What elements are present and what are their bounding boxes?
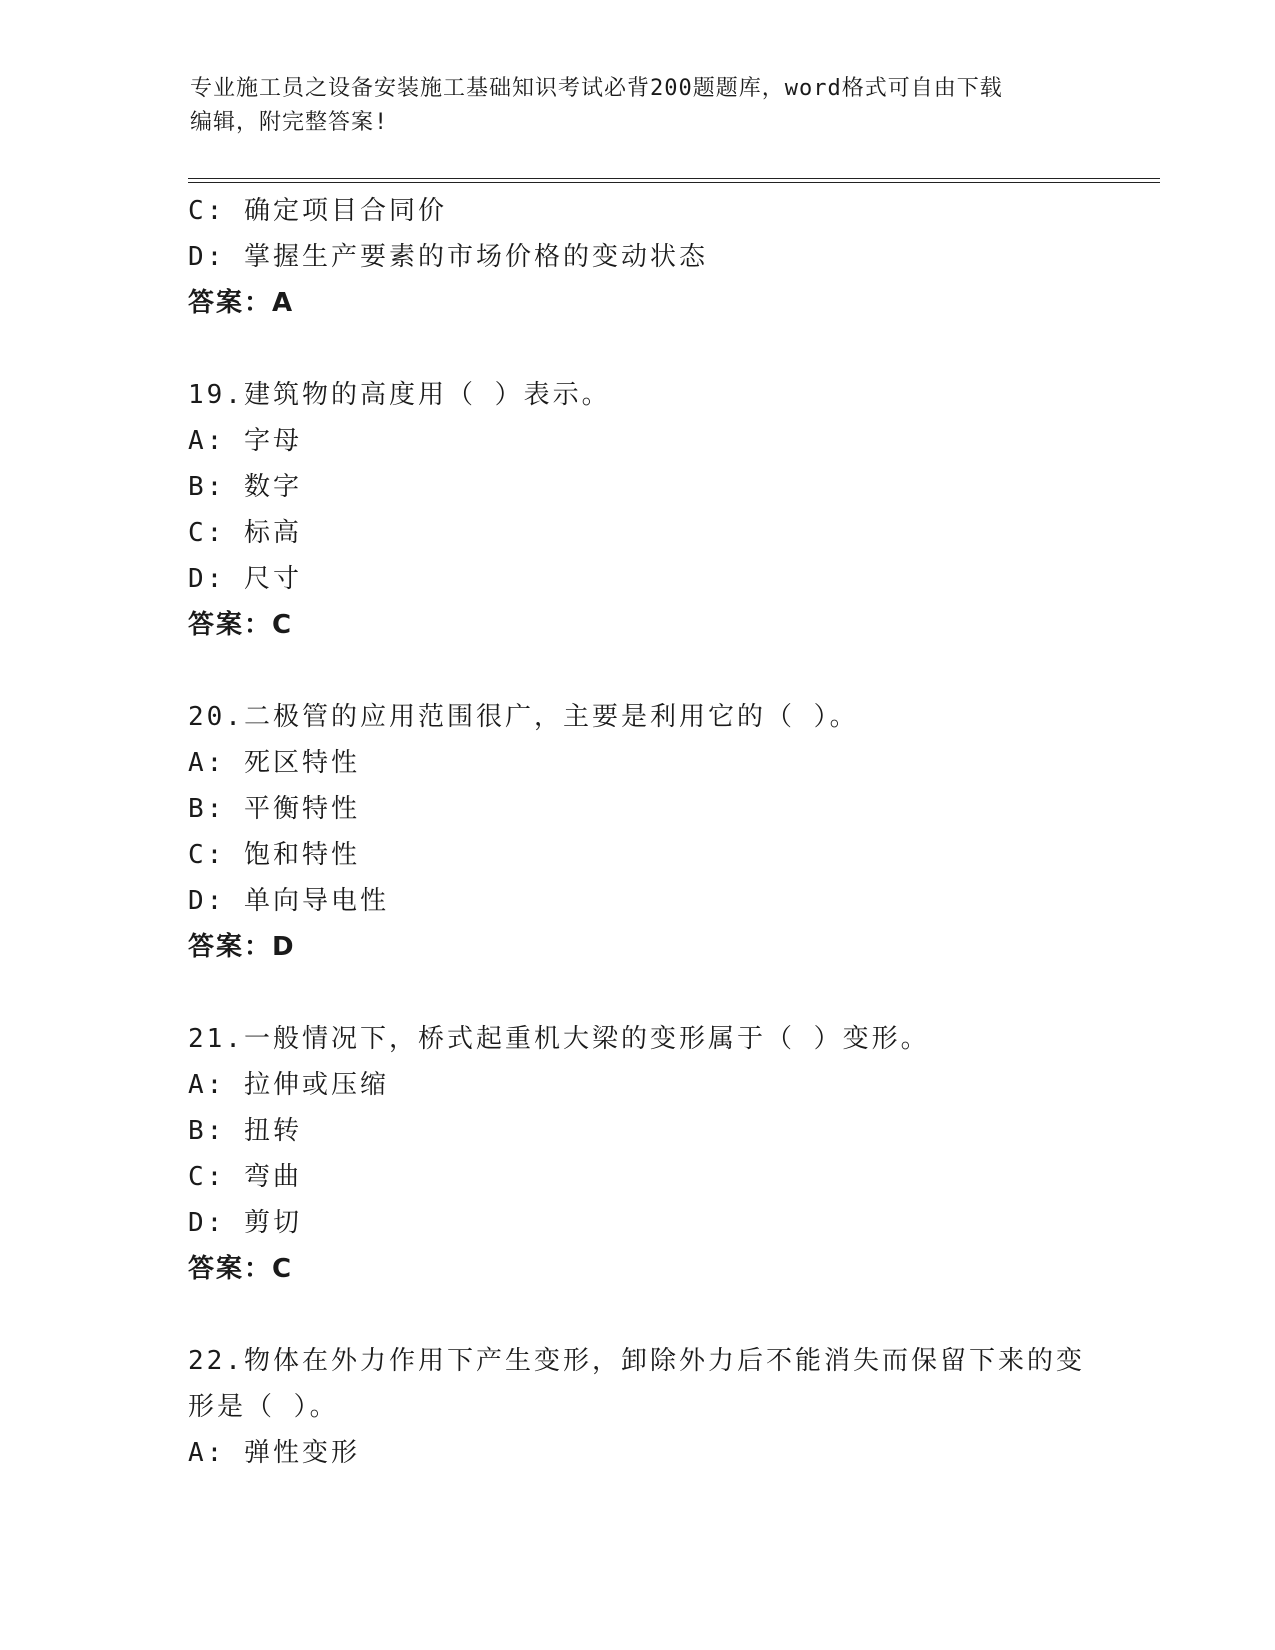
document-header [190,72,1090,140]
option-c: C: 饱和特性 [188,840,360,870]
answer-label: 答案：D [188,932,296,962]
header-title-line-2: 编辑，附完整答案! [190,110,389,135]
option-d: D: 尺寸 [188,564,302,594]
spacer [188,1292,1088,1338]
option-c: C: 确定项目合同价 [188,196,447,226]
answer-label: 答案：C [188,1254,294,1284]
spacer [188,970,1088,1016]
header-divider [188,178,1160,183]
question-stem: 21.一般情况下，桥式起重机大梁的变形属于（ ）变形。 [188,1024,930,1054]
question-stem-line-2: 形是（ ）。 [188,1392,339,1422]
spacer [188,648,1088,694]
answer-label: 答案：A [188,288,295,318]
option-b: B: 扭转 [188,1116,302,1146]
option-c: C: 弯曲 [188,1162,302,1192]
question-stem: 20.二极管的应用范围很广，主要是利用它的（ ）。 [188,702,859,732]
option-a: A: 字母 [188,426,302,456]
spacer [188,326,1088,372]
header-title-line-1: 专业施工员之设备安装施工基础知识考试必背200题题库，word格式可自由下载 [190,76,1003,101]
option-b: B: 平衡特性 [188,794,360,824]
option-d: D: 单向导电性 [188,886,389,916]
question-list [188,188,1088,1476]
question-stem-line-1: 22.物体在外力作用下产生变形，卸除外力后不能消失而保留下来的变 [188,1346,1085,1376]
option-c: C: 标高 [188,518,302,548]
option-a: A: 死区特性 [188,748,360,778]
option-d: D: 剪切 [188,1208,302,1238]
question-stem: 19.建筑物的高度用（ ）表示。 [188,380,611,410]
option-a: A: 弹性变形 [188,1438,360,1468]
option-a: A: 拉伸或压缩 [188,1070,389,1100]
option-d: D: 掌握生产要素的市场价格的变动状态 [188,242,708,272]
answer-label: 答案：C [188,610,294,640]
option-b: B: 数字 [188,472,302,502]
